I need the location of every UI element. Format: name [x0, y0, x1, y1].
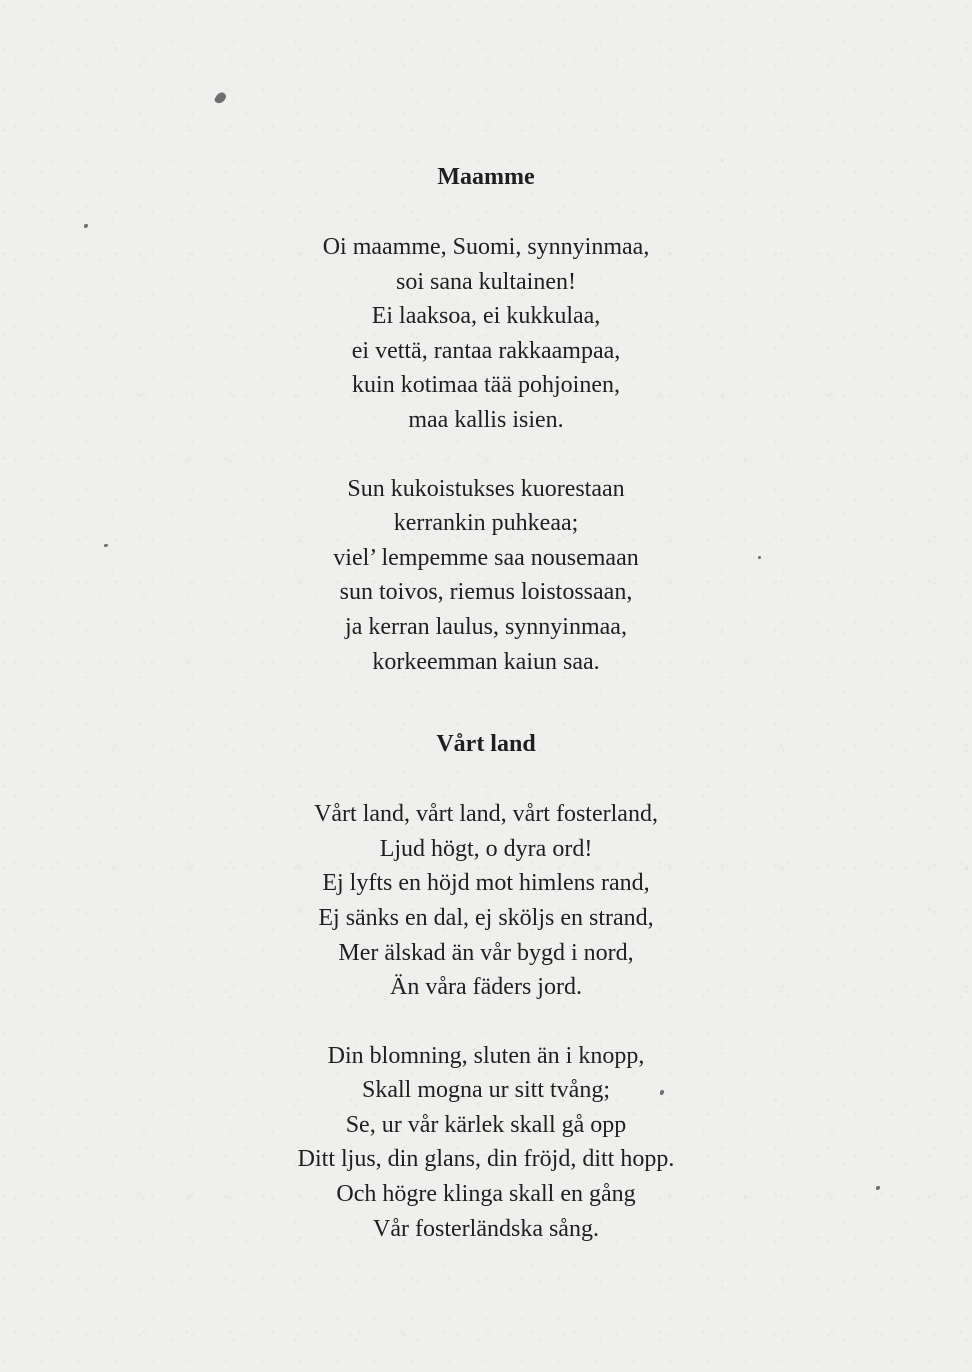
poems-document [0, 160, 972, 1246]
poem-title: Vårt land [436, 731, 536, 758]
stanza [0, 797, 972, 1005]
verse-line: Se, ur vår kärlek skall gå opp [345, 1111, 627, 1138]
verse-line: Din blomning, sluten än i knopp, [327, 1042, 645, 1069]
verse-line: Och högre klinga skall en gång [336, 1181, 636, 1208]
verse-line: Vår fosterländska sång. [373, 1215, 599, 1242]
poem-vart-land [0, 727, 972, 1246]
stanza [0, 1039, 972, 1247]
verse-line: ja kerran laulus, synnyinmaa, [345, 613, 627, 640]
paper-speck [213, 91, 227, 106]
verse-line: soi sana kultainen! [396, 268, 576, 295]
verse-line: Än våra fäders jord. [390, 974, 582, 1001]
verse-line: viel’ lempemme saa nousemaan [333, 544, 639, 571]
verse-line: maa kallis isien. [408, 406, 564, 433]
verse-line: Oi maamme, Suomi, synnyinmaa, [322, 234, 650, 260]
verse-line: kuin kotimaa tää pohjoinen, [352, 372, 620, 399]
stanza [0, 230, 972, 438]
verse-line: ei vettä, rantaa rakkaampaa, [351, 337, 621, 364]
poem-maamme [0, 160, 972, 679]
verse-line: Mer älskad än vår bygd i nord, [338, 939, 634, 966]
poem-title: Maamme [437, 164, 535, 190]
verse-line: Skall mogna ur sitt tvång; [362, 1077, 610, 1104]
verse-line: Sun kukoistukses kuorestaan [347, 475, 625, 502]
verse-line: Ditt ljus, din glans, din fröjd, ditt hopp. [297, 1146, 675, 1173]
verse-line: sun toivos, riemus loistossaan, [339, 579, 633, 606]
verse-line: korkeemman kaiun saa. [372, 648, 600, 675]
verse-line: Ei laaksoa, ei kukkulaa, [371, 303, 601, 330]
stanza [0, 472, 972, 680]
verse-line: Vårt land, vårt land, vårt fosterland, [314, 801, 658, 828]
verse-line: kerrankin puhkeaa; [393, 510, 579, 537]
verse-line: Ljud högt, o dyra ord! [379, 835, 593, 862]
verse-line: Ej lyfts en höjd mot himlens rand, [322, 870, 650, 897]
verse-line: Ej sänks en dal, ej sköljs en strand, [318, 904, 654, 931]
